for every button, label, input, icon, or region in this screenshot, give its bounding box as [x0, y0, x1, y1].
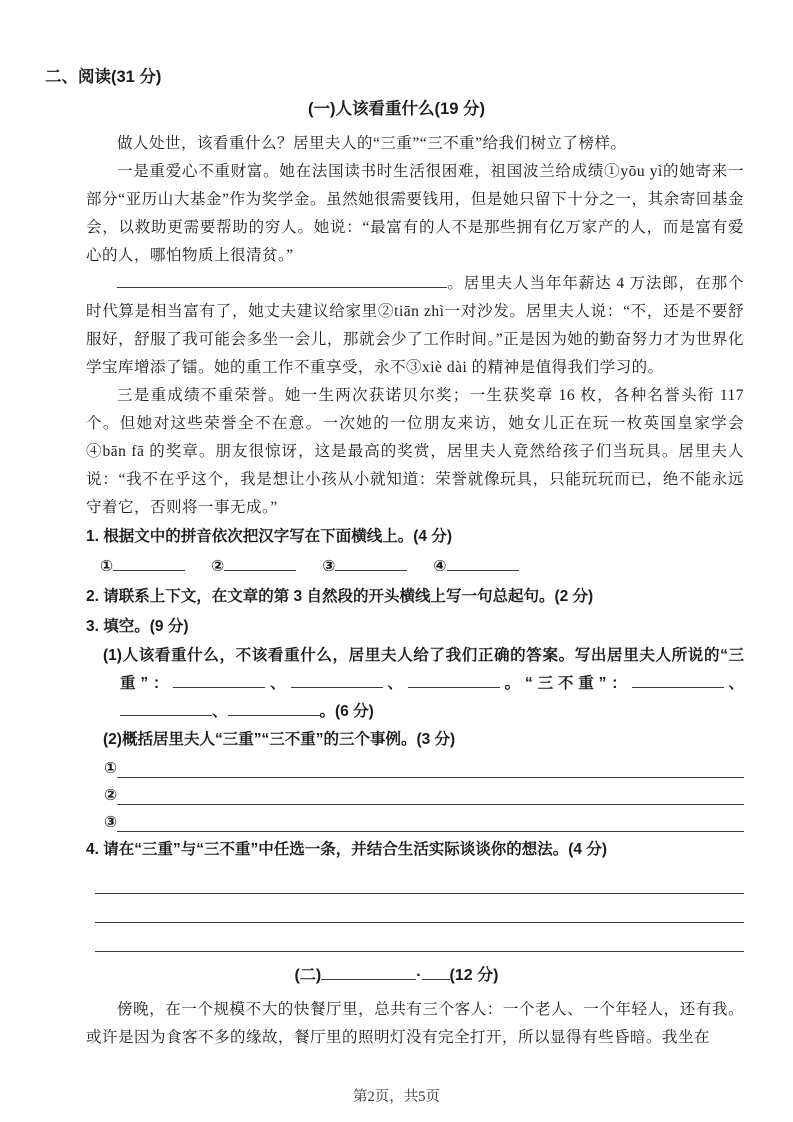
reading-passage-2	[86, 996, 744, 1052]
passage1-paragraph-2: 一是重爱心不重财富。她在法国读书时生活很困难，祖国波兰给成绩①yōu yì的她寄来一部分“亚历山大基金”作为奖学金。虽然她很需要钱用，但是她只留下十分之一，其余寄回基金会，以救助更需要帮助的穷人。她说：“最富有的人不是那些拥有亿万家产的人，而是富有爱心的人，哪怕物质上很清贫。”	[86, 163, 744, 264]
question-3-2-line-1	[104, 754, 744, 781]
passage1-paragraph-1: 做人处世，该看重什么？居里夫人的“三重”“三不重”给我们树立了榜样。	[117, 135, 627, 152]
answer-line-1	[95, 865, 744, 894]
section-header: 二、阅读(31 分)	[45, 68, 162, 86]
question-3-1	[86, 642, 744, 726]
passage1-paragraph-4: 三是重成绩不重荣誉。她一生两次获诺贝尔奖；一生获奖章 16 枚，各种名誉头衔 117 个。但她对这些荣誉全不在意。一次她的一位朋友来访，她女儿正在玩一枚英国皇家学会④bān fā 的奖章。朋友很惊讶，这是最高的奖赏，居里夫人竟然给孩子们当玩具。居里夫人说：“我不在乎这个，我是想让小孩从小就知道：荣誉就像玩具，只能玩玩而已，绝不能永远守着它，否则将一事无成。”	[86, 387, 744, 516]
answer-blank	[335, 556, 407, 571]
answer-line	[117, 831, 744, 832]
reading-passage-1	[86, 130, 744, 522]
text-fragment: ①	[100, 558, 114, 575]
text-fragment: (二)	[294, 967, 322, 984]
text-fragment: 。“三不重”：	[499, 675, 632, 692]
passage1-paragraph-3	[86, 270, 744, 382]
page-footer: 第2页，共5页	[353, 1089, 440, 1105]
answer-blank	[173, 673, 265, 688]
enum-marker-3: ③	[104, 814, 118, 831]
answer-blank	[447, 556, 519, 571]
question-4: 4. 请在“三重”与“三不重”中任选一条，并结合生活实际谈谈你的想法。(4 分)	[86, 841, 607, 858]
question-1: 1. 根据文中的拼音依次把汉字写在下面横线上。(4 分)	[86, 528, 452, 545]
passage2-paragraph-1: 傍晚，在一个规模不大的快餐厅里，总共有三个客人：一个老人、一个年轻人，还有我。或许是因为食客不多的缘故，餐厅里的照明灯没有完全打开，所以显得有些昏暗。我坐在	[86, 1001, 744, 1046]
answer-blank	[120, 701, 212, 716]
spacer	[296, 570, 322, 571]
spacer	[185, 570, 211, 571]
text-fragment: ·	[416, 967, 422, 984]
question-1-blanks	[100, 552, 744, 582]
text-fragment: 。居里夫人当年年薪达 4 万法郎，在那个时代算是相当富有了，她丈夫建议给家里②tiān zhì一对沙发。居里夫人说：“不，还是不要舒服好，舒服了我可能会多坐一会儿，那就会少了工作时间。”正是因为她的勤奋努力才为世界化学宝库增添了镭。她的重工作不重享受，永不③xiè dài 的精神是值得我们学习的。	[86, 275, 744, 376]
answer-blank	[408, 673, 500, 688]
enum-marker-2: ②	[104, 787, 118, 804]
answer-line	[117, 804, 744, 805]
answer-blank	[291, 673, 383, 688]
part1-title: (一)人该看重什么(19 分)	[308, 100, 485, 118]
question-3: 3. 填空。(9 分)	[86, 618, 189, 635]
text-fragment: 、	[723, 675, 744, 692]
answer-line-3	[95, 923, 744, 952]
answer-blank	[117, 273, 447, 288]
text-fragment: ②	[211, 558, 225, 575]
answer-blank	[224, 556, 296, 571]
text-fragment: ③	[322, 558, 336, 575]
answer-line	[117, 777, 744, 778]
answer-line-2	[95, 894, 744, 923]
answer-blank	[422, 965, 450, 980]
answer-blank	[228, 701, 320, 716]
answer-blank	[113, 556, 185, 571]
answer-blank	[321, 965, 416, 980]
enum-marker-1: ①	[104, 760, 118, 777]
text-fragment: (1)人该看重什么，不该看重什么，居里夫人给了我们正确的答案。写出居里夫人所说的“三重”：	[103, 647, 744, 692]
answer-blank	[632, 673, 724, 688]
text-fragment: 、	[265, 675, 291, 692]
question-3-2-line-3	[104, 808, 744, 835]
text-fragment: 、	[382, 675, 408, 692]
text-fragment: 、	[212, 703, 228, 720]
question-3-2: (2)概括居里夫人“三重”“三不重”的三个事例。(3 分)	[103, 731, 456, 748]
question-3-2-line-2	[104, 781, 744, 808]
text-fragment: ④	[433, 558, 447, 575]
part2-title	[49, 962, 744, 990]
spacer	[407, 570, 433, 571]
question-2: 2. 请联系上下文，在文章的第 3 自然段的开头横线上写一句总起句。(2 分)	[86, 588, 594, 605]
text-fragment: (12 分)	[449, 967, 499, 984]
text-fragment: 。(6 分)	[319, 703, 374, 720]
